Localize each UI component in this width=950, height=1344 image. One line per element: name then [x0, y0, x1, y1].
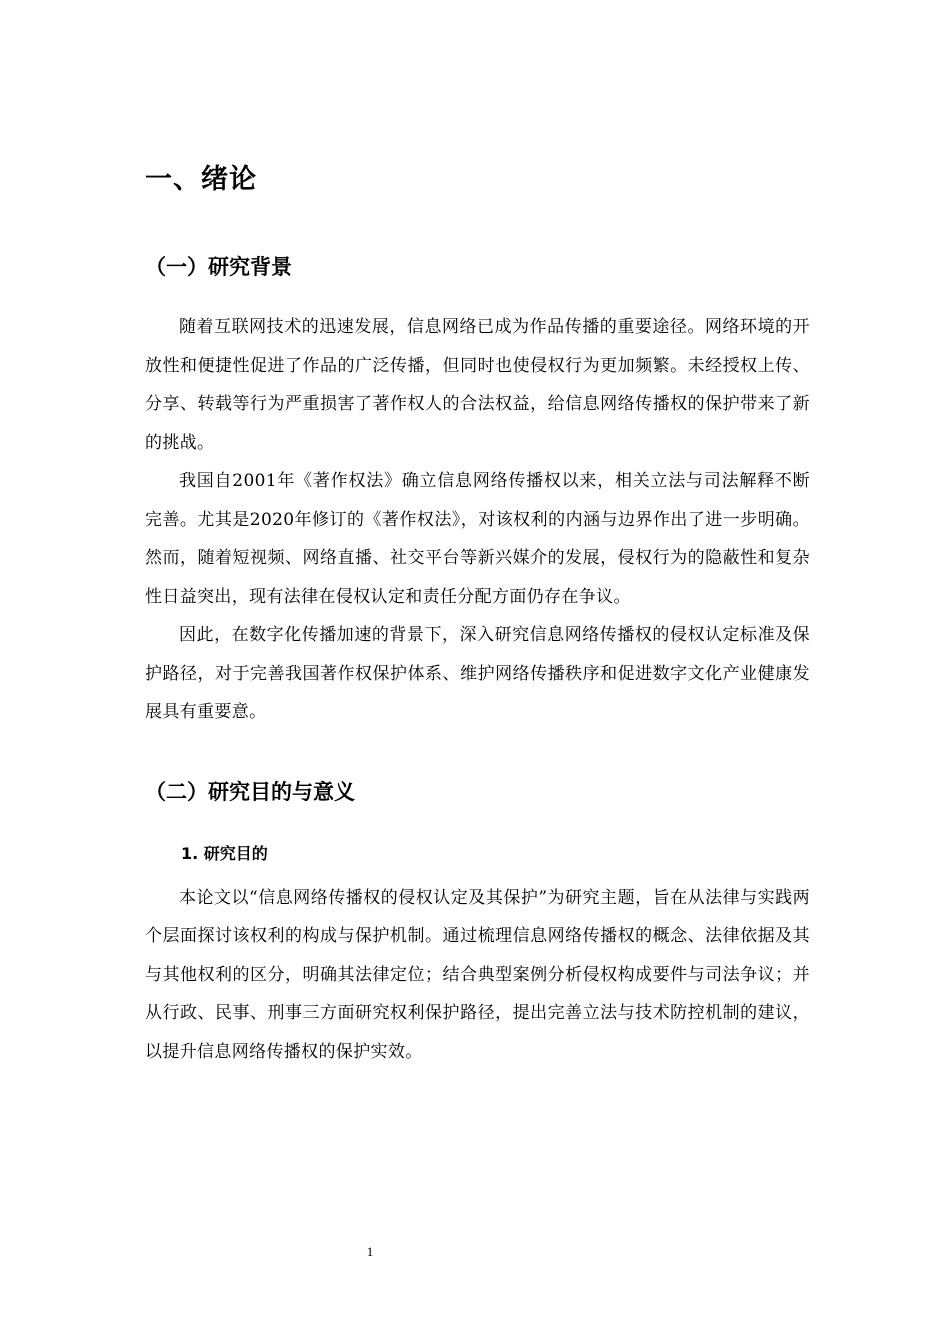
page-number: 1 — [366, 1244, 374, 1259]
background-paragraph-3: 因此，在数字化传播加速的背景下，深入研究信息网络传播权的侵权认定标准及保护路径，对于完善我国著作权保护体系、维护网络传播秩序和促进数字文化产业健康发展具有重要意。 — [145, 625, 810, 722]
background-paragraph-1: 随着互联网技术的迅速发展，信息网络已成为作品传播的重要途径。网络环境的开放性和便捷性促进了作品的广泛传播，但同时也使侵权行为更加频繁。未经授权上传、分享、转载等行为严重损害了著作权人的合法权益，给信息网络传播权的保护带来了新的挑战。 — [145, 317, 810, 453]
section-heading-purpose: （二）研究目的与意义 — [145, 779, 355, 804]
subsection-heading-purpose: 1. 研究目的 — [181, 843, 268, 863]
page-content — [145, 158, 810, 1071]
section-heading-background: （一）研究背景 — [145, 255, 292, 279]
purpose-paragraph-1: 本论文以“信息网络传播权的侵权认定及其保护”为研究主题，旨在从法律与实践两个层面探讨该权利的构成与保护机制。通过梳理信息网络传播权的概念、法律依据及其与其他权利的区分，明确其法律定位；结合典型案例分析侵权构成要件与司法争议；并从行政、民事、刑事三方面研究权利保护路径，提出完善立法与技术防控机制的建议，以提升信息网络传播权的保护实效。 — [145, 887, 810, 1062]
background-paragraph-2: 我国自2001年《著作权法》确立信息网络传播权以来，相关立法与司法解释不断完善。尤其是2020年修订的《著作权法》，对该权利的内涵与边界作出了进一步明确。然而，随着短视频、网络直播、社交平台等新兴媒介的发展，侵权行为的隐蔽性和复杂性日益突出，现有法律在侵权认定和责任分配方面仍存在争议。 — [145, 471, 810, 607]
chapter-heading: 一、绪论 — [145, 164, 257, 195]
